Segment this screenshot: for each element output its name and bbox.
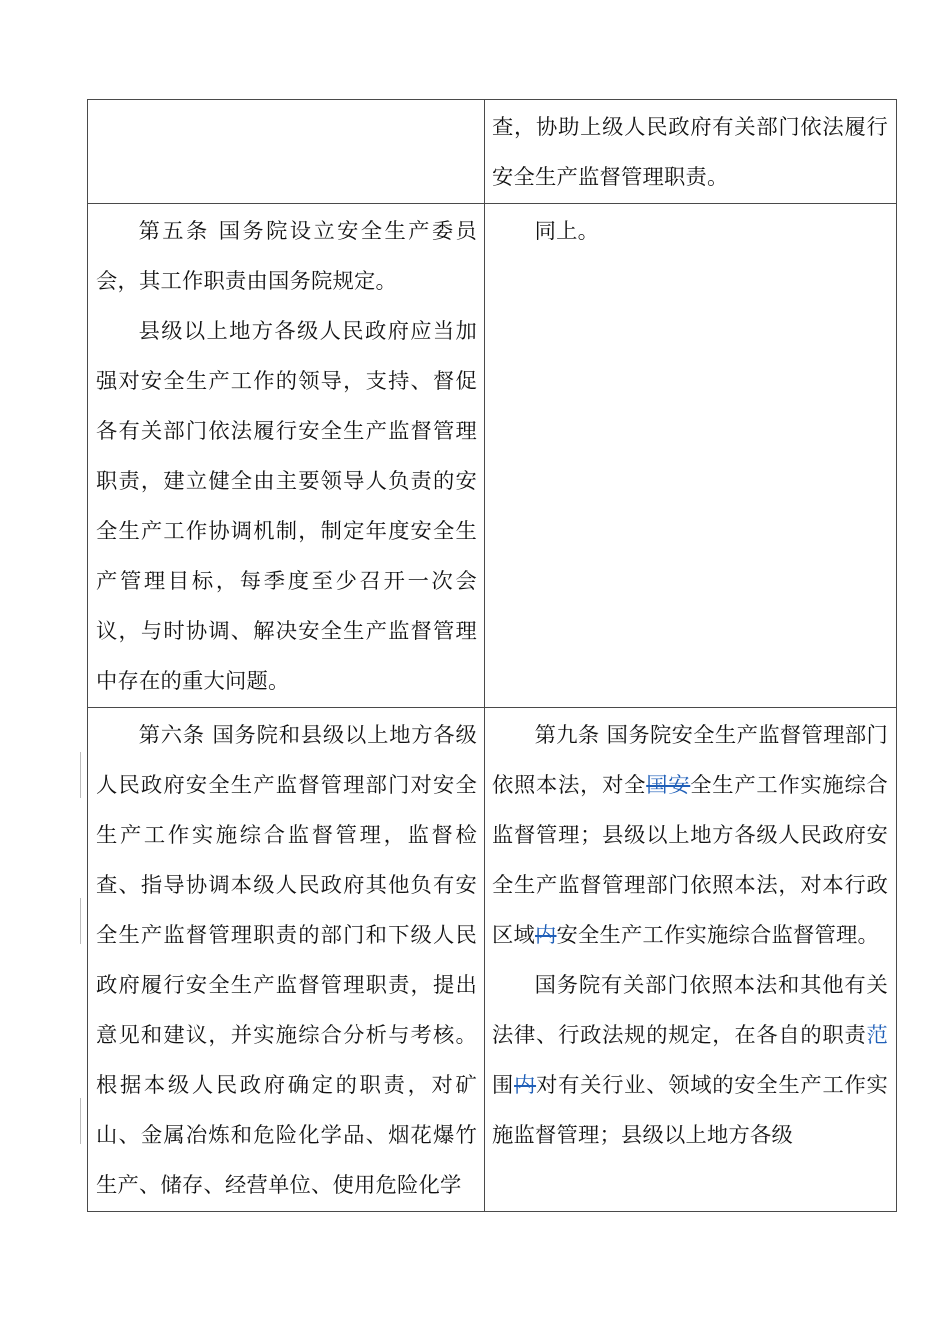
table-cell-right xyxy=(485,100,897,204)
table-row xyxy=(88,100,897,204)
comparison-table xyxy=(87,99,897,1212)
paragraph xyxy=(96,711,477,1211)
text-run: 第九条 国务院安全生产监督管理部门依照本法，对全 xyxy=(492,723,888,798)
table-cell-left xyxy=(88,708,485,1212)
deleted-text: 国安 xyxy=(646,773,691,798)
table-row xyxy=(88,708,897,1212)
paragraph xyxy=(492,207,888,257)
text-run: 国务院有关部门依照本法和其他有关法律、行政法规的规定，在各自的职责 xyxy=(492,973,888,1048)
table-cell-left xyxy=(88,100,485,204)
paragraph xyxy=(96,207,477,307)
text-run: 全生产工作实施综合监督管理；县级以上地方各级人民政府安全生产监督管理部门依照本法，对本行政区域 xyxy=(492,773,888,948)
text-run: 安全生产工作实施综合监督管理。 xyxy=(556,923,879,948)
text-run: 县级以上地方各级人民政府应当加强对安全生产工作的领导，支持、督促各有关部门依法履行安全生产监督管理职责，建立健全由主要领导人负责的安全生产工作协调机制，制定年度安全生产管理目标，每季度至少召开一次会议，与时协调、解决安全生产监督管理中存在的重大问题。 xyxy=(96,319,477,694)
table-cell-right xyxy=(485,708,897,1212)
change-bar xyxy=(80,1098,81,1144)
change-bar xyxy=(80,752,81,798)
text-run: 第五条 国务院设立安全生产委员会，其工作职责由国务院规定。 xyxy=(96,219,477,294)
table-cell-right xyxy=(485,204,897,708)
text-run: 查，协助上级人民政府有关部门依法履行安全生产监督管理职责。 xyxy=(492,115,888,190)
text-run: 对有关行业、领域的安全生产工作实施监督管理；县级以上地方各级 xyxy=(492,1073,888,1148)
paragraph xyxy=(492,711,888,961)
table-row xyxy=(88,204,897,708)
paragraph xyxy=(96,307,477,707)
paragraph xyxy=(492,103,888,203)
paragraph xyxy=(492,961,888,1161)
deleted-text: 内 xyxy=(514,1073,537,1098)
deleted-text: 内 xyxy=(535,923,557,948)
inserted-text: 范 xyxy=(866,1023,888,1048)
text-run: 围 xyxy=(492,1073,515,1098)
text-run: 第六条 国务院和县级以上地方各级人民政府安全生产监督管理部门对安全生产工作实施综合监督管理，监督检查、指导协调本级人民政府其他负有安全生产监督管理职责的部门和下级人民政府履行安全生产监督管理职责，提出意见和建议，并实施综合分析与考核。根据本级人民政府确定的职责，对矿山、金属冶炼和危险化学品、烟花爆竹生产、储存、经营单位、使用危险化学 xyxy=(96,723,477,1198)
table-cell-left xyxy=(88,204,485,708)
change-bar xyxy=(80,898,81,944)
text-run: 同上。 xyxy=(534,219,600,244)
